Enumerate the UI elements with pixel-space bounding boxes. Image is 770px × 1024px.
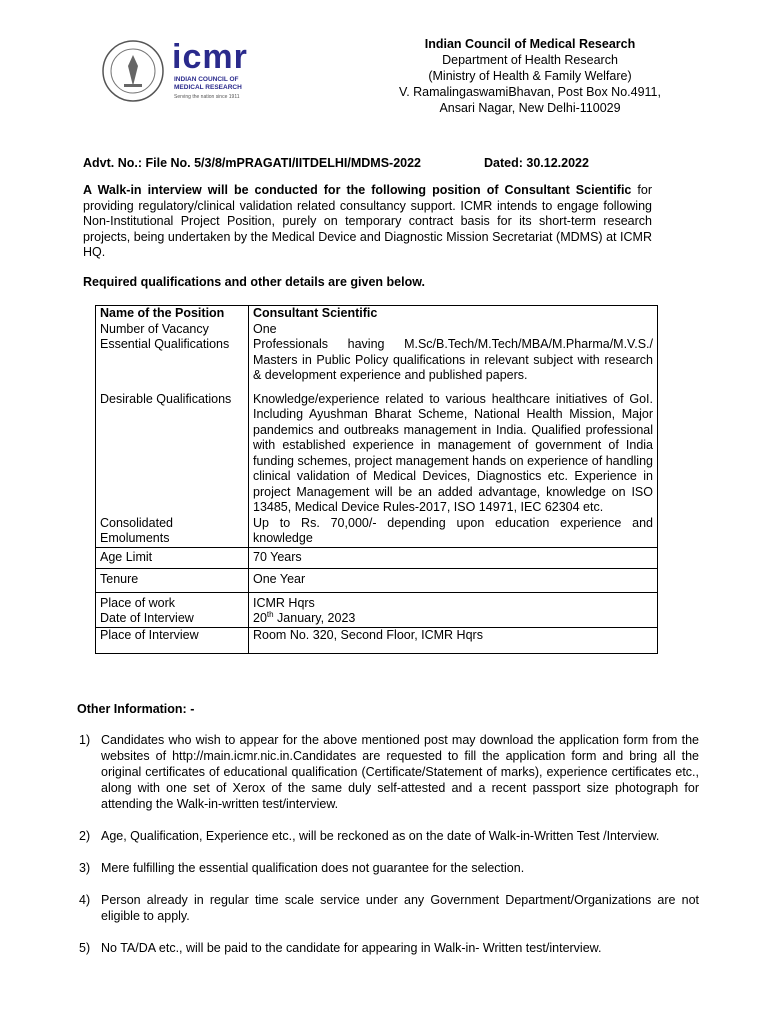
qualification-table xyxy=(95,305,658,654)
essential-value: Professionals having M.Sc/B.Tech/M.Tech/MBA/M.Pharma/M.V.S./ Masters in Public Policy qualifications in relevant subject with research & development experience and published papers. xyxy=(249,337,658,384)
work-label: Place of work xyxy=(96,592,249,611)
list-item: 2) Age, Qualification, Experience etc., will be reckoned as on the date of Walk-in-Written Test /Interview. xyxy=(79,829,660,843)
organization-address xyxy=(380,36,680,116)
logo-sub1: INDIAN COUNCIL OF xyxy=(174,76,239,83)
poi-label: Place of Interview xyxy=(96,627,249,654)
org-address-line2: Ansari Nagar, New Delhi-110029 xyxy=(439,101,621,115)
org-ministry: (Ministry of Health & Family Welfare) xyxy=(428,69,632,83)
intro-bold: A Walk-in interview will be conducted for the following position of Consultant Scientific xyxy=(83,183,632,197)
list-item: 3) Mere fulfilling the essential qualification does not guarantee for the selection. xyxy=(79,861,525,875)
icmr-logo xyxy=(100,38,300,108)
logo-sub2: MEDICAL RESEARCH xyxy=(174,84,242,91)
intro-rest: for providing regulatory/clinical validation related consultancy support. ICMR intends to engage following Non-Institutional Project Position, purely on temporary contract basis for its short-term research projects, being undertaken by the Medical Device and Diagnostic Mission Secretariat (MDMS) at ICMR HQ. xyxy=(83,183,652,259)
list-item: 1) Candidates who wish to appear for the above mentioned post may download the application form from the websites of http://main.icmr.nic.in.Candidates are requested to fill the application form and bring all the original certificates of educational qualification (Certificate/Statement of marks), experience certificates etc., along with one set of Xerox of the same duly self-attested and a recent passport size photograph for attending the Walk-in-written test/interview. xyxy=(79,733,699,811)
logo-tagline: Serving the nation since 1911 xyxy=(174,94,240,100)
vacancy-value: One xyxy=(249,322,658,338)
intro-paragraph xyxy=(83,183,652,261)
poi-value: Room No. 320, Second Floor, ICMR Hqrs xyxy=(249,627,658,654)
doi-label: Date of Interview xyxy=(96,611,249,627)
list-item: 5) No TA/DA etc., will be paid to the candidate for appearing in Walk-in- Written test/interview. xyxy=(79,941,602,955)
position-value: Consultant Scientific xyxy=(249,306,658,322)
doi-sup: th xyxy=(266,609,274,619)
emoluments-label: Consolidated Emoluments xyxy=(96,516,249,548)
list-item: 4) Person already in regular time scale service under any Government Department/Organizations are not eligible to apply. xyxy=(79,893,699,923)
tenure-label: Tenure xyxy=(96,569,249,593)
org-name: Indian Council of Medical Research xyxy=(424,37,636,51)
emoluments-value: Up to Rs. 70,000/- depending upon education experience and knowledge xyxy=(249,516,658,548)
required-heading: Required qualifications and other details are given below. xyxy=(83,275,425,289)
age-value: 70 Years xyxy=(249,547,658,569)
desirable-value: Knowledge/experience related to various healthcare initiatives of GoI. Including Ayushman Bharat Scheme, National Health Mission, Major pandemics and outbreaks management in India. Qualified professional with established experience in management of government of India funding schemes, project management hands on experience of handling clinical validation of Medical Devices, Diagnostics etc. Experience in project Management will be an added advantage, knowledge on ISO 13485, Medical Device Rules-2017, ISO 14971, IEC 62304 etc. xyxy=(249,392,658,516)
other-info-heading: Other Information: - xyxy=(77,702,195,716)
essential-label: Essential Qualifications xyxy=(96,337,249,384)
tenure-value: One Year xyxy=(249,569,658,593)
vacancy-label: Number of Vacancy xyxy=(96,322,249,338)
logo-wordmark: icmr xyxy=(172,38,248,76)
work-value: ICMR Hqrs xyxy=(249,592,658,611)
age-label: Age Limit xyxy=(96,547,249,569)
other-info-list xyxy=(79,732,699,972)
org-address-line1: V. RamalingaswamiBhavan, Post Box No.4911, xyxy=(399,85,661,99)
advt-number: Advt. No.: File No. 5/3/8/mPRAGATI/IITDELHI/MDMS-2022 xyxy=(83,156,422,170)
position-label: Name of the Position xyxy=(96,306,249,322)
doi-value xyxy=(249,611,658,627)
doi-rest: January, 2023 xyxy=(273,611,356,625)
desirable-label: Desirable Qualifications xyxy=(96,392,249,516)
advt-date: Dated: 30.12.2022 xyxy=(484,156,589,170)
org-dept: Department of Health Research xyxy=(442,53,618,67)
doi-day: 20 xyxy=(253,611,267,625)
